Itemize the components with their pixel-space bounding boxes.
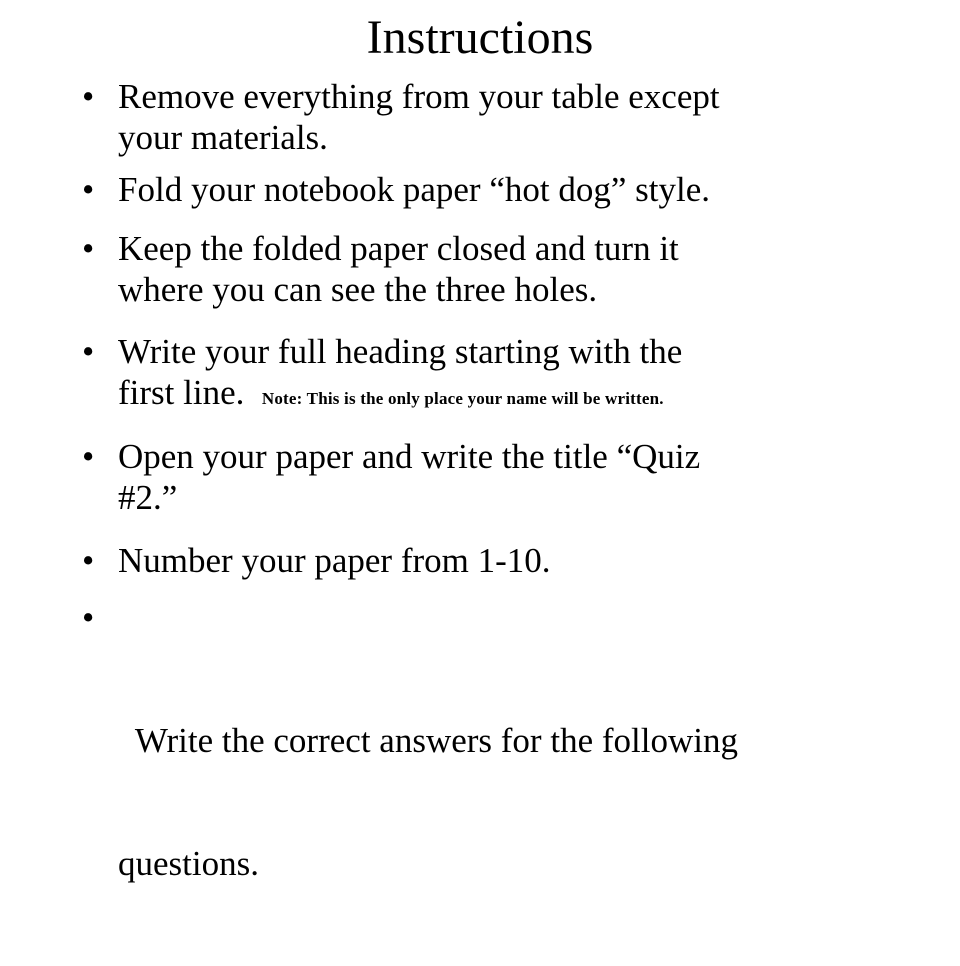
- bullet-icon: •: [82, 437, 95, 476]
- instruction-text: Remove everything from your table except: [118, 77, 720, 116]
- instruction-text: Keep the folded paper closed and turn it: [118, 229, 679, 268]
- instruction-item-1: [82, 76, 908, 158]
- bullet-icon: •: [82, 541, 95, 580]
- instruction-text: where you can see the three holes.: [118, 270, 598, 309]
- instruction-item-6: [82, 540, 908, 581]
- instruction-item-7: [82, 597, 908, 966]
- instruction-text: Write the correct answers for the following: [118, 721, 738, 760]
- instruction-item-4: [82, 331, 908, 419]
- instruction-item-3: [82, 228, 908, 310]
- instruction-text: Write your full heading starting with the: [118, 332, 683, 371]
- instruction-text: Number your paper from 1-10.: [118, 541, 551, 580]
- instruction-text: your materials.: [118, 118, 328, 157]
- bullet-icon: •: [82, 598, 95, 637]
- bullet-icon: •: [82, 229, 95, 268]
- instruction-item-2: [82, 169, 908, 210]
- instruction-text: #2.”: [118, 478, 178, 517]
- instruction-text-last: [118, 372, 908, 419]
- instruction-text: Fold your notebook paper “hot dog” style.: [118, 170, 710, 209]
- note-text: Note: This is the only place your name will be written.: [261, 389, 664, 408]
- page-title: Instructions: [366, 11, 594, 64]
- instruction-text: Open your paper and write the title “Quiz: [118, 437, 701, 476]
- instruction-text-first-line: first line.: [118, 373, 245, 412]
- bullet-icon: •: [82, 170, 95, 209]
- instruction-item-5: [82, 436, 908, 518]
- bullet-icon: •: [82, 332, 95, 371]
- instruction-text: questions.: [118, 844, 259, 883]
- bullet-icon: •: [82, 77, 95, 116]
